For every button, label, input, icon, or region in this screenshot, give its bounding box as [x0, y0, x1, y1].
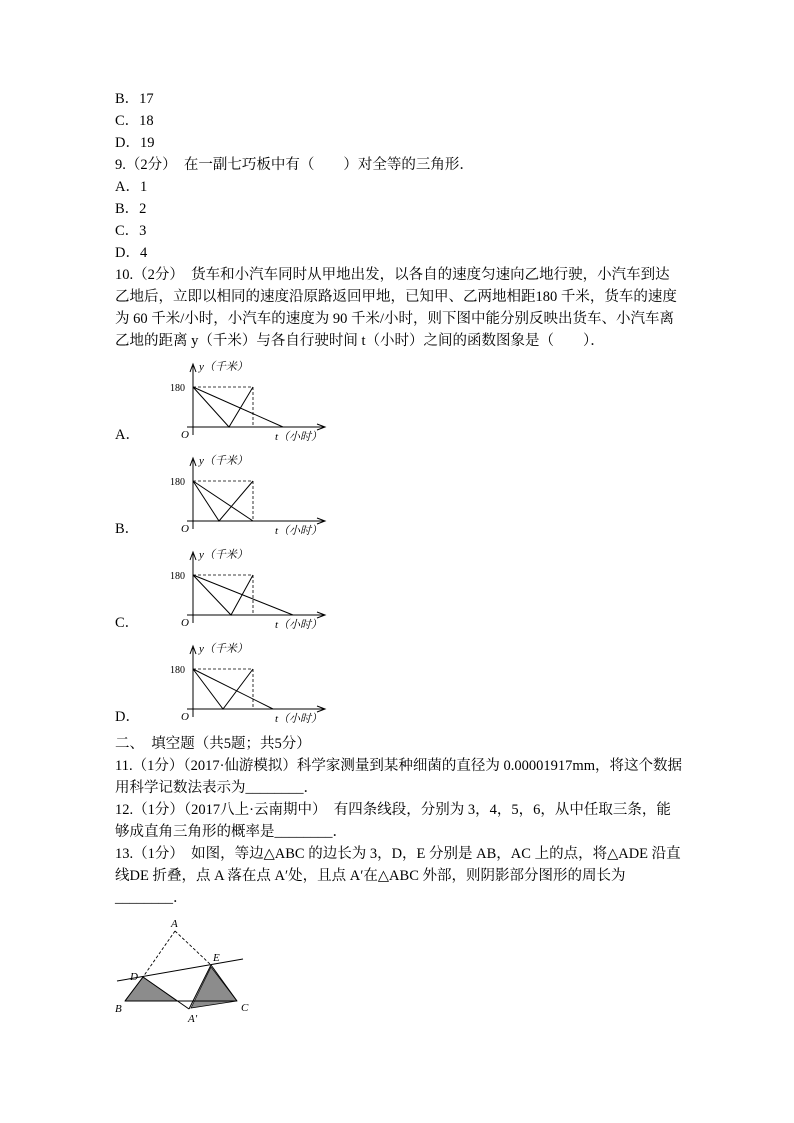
question-12: 12.（1分）（2017八上·云南期中） 有四条线段，分别为 3，4，5，6，从中任取三条，能够成直角三角形的概率是________．	[115, 802, 671, 840]
section-2-heading: 二、 填空题（共5题；共5分）	[115, 736, 311, 752]
label-e: E	[213, 952, 220, 964]
label-b: B	[115, 1003, 122, 1015]
graph-option-row-c	[115, 545, 684, 633]
car-line	[193, 387, 253, 427]
car-line	[193, 669, 253, 709]
origin-label: O	[181, 711, 189, 723]
y-tick-180: 180	[170, 571, 185, 582]
truck-line	[193, 387, 283, 427]
graph-option-row-a	[115, 357, 684, 445]
x-axis-title: t（小时）	[275, 619, 323, 631]
origin-label: O	[181, 523, 189, 535]
x-axis-title: t（小时）	[275, 525, 323, 537]
graph-option-label-d: D．	[115, 709, 140, 725]
choice-option-d: D．19	[115, 135, 155, 151]
choice-option-c: C．18	[115, 113, 154, 129]
q9-option-a: A．1	[115, 179, 148, 195]
shaded-right-triangle	[191, 967, 237, 1008]
function-graph-a	[161, 357, 336, 445]
y-axis-title: y（千米）	[199, 361, 248, 373]
function-graph-d	[161, 639, 336, 727]
question-13: 13.（1分） 如图，等边△ABC 的边长为 3，D，E 分别是 AB，AC 上的点，将△ADE 沿直线DE 折叠，点 A 落在点 A′处，且点 A′在△ABC 外部，则阴影部分图形的周长为________．	[115, 846, 681, 906]
y-tick-180: 180	[170, 477, 185, 488]
dashed-guides	[193, 669, 253, 709]
y-tick-180: 180	[170, 383, 185, 394]
function-graph-c	[161, 545, 336, 633]
y-axis-title: y（千米）	[199, 643, 248, 655]
x-axis-title: t（小时）	[275, 713, 323, 725]
truck-line	[193, 669, 273, 709]
q9-option-b: B．2	[115, 201, 147, 217]
figure-q13	[115, 917, 265, 1029]
truck-line	[193, 575, 293, 615]
graph-option-label-b: B．	[115, 521, 140, 537]
x-axis-title: t（小时）	[275, 431, 323, 443]
graph-option-label-c: C．	[115, 615, 140, 631]
label-a-prime: A′	[188, 1013, 198, 1025]
label-c: C	[241, 1002, 249, 1014]
function-graph-b	[161, 451, 336, 539]
q9-option-d: D．4	[115, 245, 148, 261]
graph-option-row-b	[115, 451, 684, 539]
label-a: A	[171, 918, 178, 930]
origin-label: O	[181, 429, 189, 441]
graph-option-row-d	[115, 639, 684, 727]
q9-option-c: C．3	[115, 223, 147, 239]
choice-option-b: B．17	[115, 91, 154, 107]
y-axis-title: y（千米）	[199, 455, 248, 467]
question-9: 9.（2分） 在一副七巧板中有（ ）对全等的三角形．	[115, 157, 474, 173]
origin-label: O	[181, 617, 189, 629]
question-10: 10.（2分） 货车和小汽车同时从甲地出发，以各自的速度匀速向乙地行驶，小汽车到达乙地后，立即以相同的速度沿原路返回甲地，已知甲、乙两地相距180 千米，货车的速度为 60 千米/小时，小汽车的速度为 90 千米/小时，则下图中能分别反映出货车、小汽车离乙地的距离 y（千米）与各自行驶时间 t（小时）之间的函数图象是（ ）．	[115, 267, 677, 349]
y-axis-title: y（千米）	[199, 549, 248, 561]
question-11: 11.（1分）（2017·仙游模拟）科学家测量到某种细菌的直径为 0.00001917mm，将这个数据用科学记数法表示为________．	[115, 758, 682, 796]
label-d: D	[130, 971, 138, 983]
truck-line	[193, 481, 253, 521]
y-tick-180: 180	[170, 665, 185, 676]
graph-option-label-a: A．	[115, 427, 140, 443]
